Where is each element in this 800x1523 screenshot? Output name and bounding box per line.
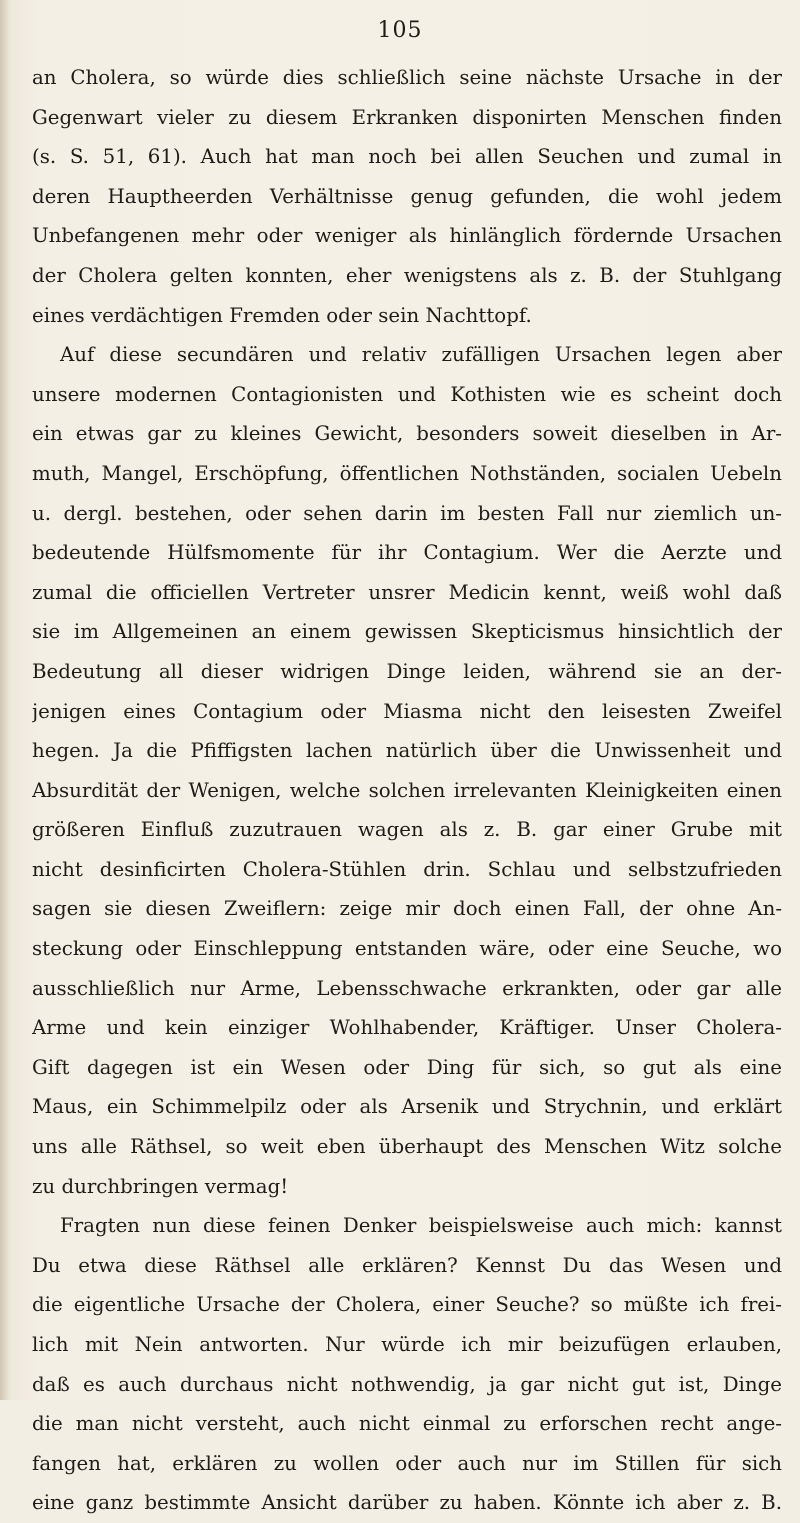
text-line: fangen hat, erklären zu wollen oder auch nur im Stillen für sich bbox=[32, 1451, 782, 1475]
text-line: ein etwas gar zu kleines Gewicht, besonders soweit dieselben in Ar- bbox=[32, 422, 782, 446]
text-line: Auf diese secundären und relativ zufälligen Ursachen legen aber bbox=[60, 343, 782, 367]
text-line: ausschließlich nur Arme, Lebensschwache erkrankten, oder gar alle bbox=[32, 976, 782, 1000]
text-line: zumal die officiellen Vertreter unsrer Medicin kennt, weiß wohl daß bbox=[32, 580, 782, 604]
text-line: sie im Allgemeinen an einem gewissen Skepticismus hinsichtlich der bbox=[32, 620, 782, 644]
body-text bbox=[32, 58, 782, 1523]
text-line: Gift dagegen ist ein Wesen oder Ding für sich, so gut als eine bbox=[32, 1055, 782, 1079]
text-line: Fragten nun diese feinen Denker beispielsweise auch mich: kannst bbox=[60, 1214, 782, 1238]
text-line: u. dergl. bestehen, oder sehen darin im besten Fall nur ziemlich un- bbox=[32, 501, 782, 525]
text-line: Du etwa diese Räthsel alle erklären? Kennst Du das Wesen und bbox=[32, 1253, 782, 1277]
text-line: Arme und kein einziger Wohlhabender, Kräftiger. Unser Cholera- bbox=[32, 1016, 782, 1040]
text-line: Bedeutung all dieser widrigen Dinge leiden, während sie an der- bbox=[32, 659, 782, 683]
text-line: Maus, ein Schimmelpilz oder als Arsenik und Strychnin, und erklärt bbox=[32, 1095, 782, 1119]
text-line: Gegenwart vieler zu diesem Erkranken disponirten Menschen finden bbox=[32, 105, 782, 129]
text-line: lich mit Nein antworten. Nur würde ich mir beizufügen erlauben, bbox=[32, 1333, 782, 1356]
text-line: zu durchbringen vermag! bbox=[32, 1174, 289, 1198]
text-line: die eigentliche Ursache der Cholera, einer Seuche? so müßte ich frei- bbox=[32, 1293, 782, 1317]
text-line: Absurdität der Wenigen, welche solchen irrelevanten Kleinigkeiten einen bbox=[32, 778, 782, 802]
page-gutter-shadow bbox=[0, 0, 10, 1400]
text-line: eines verdächtigen Fremden oder sein Nachttopf. bbox=[32, 303, 532, 327]
text-line: daß es auch durchaus nicht nothwendig, ja gar nicht gut ist, Dinge bbox=[32, 1372, 782, 1396]
text-line: an Cholera, so würde dies schließlich seine nächste Ursache in der bbox=[32, 66, 782, 89]
text-line: steckung oder Einschleppung entstanden wäre, oder eine Seuche, wo bbox=[32, 937, 782, 961]
text-line: die man nicht versteht, auch nicht einmal zu erforschen recht ange- bbox=[32, 1412, 782, 1436]
text-line: jenigen eines Contagium oder Miasma nicht den leisesten Zweifel bbox=[32, 699, 782, 723]
text-line: (s. S. 51, 61). Auch hat man noch bei allen Seuchen und zumal in bbox=[32, 145, 782, 169]
text-line: hegen. Ja die Pfiffigsten lachen natürlich über die Unwissenheit und bbox=[32, 739, 782, 763]
text-line: sagen sie diesen Zweiflern: zeige mir doch einen Fall, der ohne An- bbox=[32, 897, 782, 921]
text-line: Unbefangenen mehr oder weniger als hinlänglich förderndе Ursachen bbox=[32, 224, 782, 248]
text-line: deren Hauptheerden Verhältnisse genug gefunden, die wohl jedem bbox=[32, 184, 782, 208]
page-number: 105 bbox=[377, 18, 423, 43]
text-line: der Cholera gelten konnten, eher wenigstens als z. B. der Stuhlgang bbox=[32, 263, 782, 287]
text-line: größeren Einfluß zuzutrauen wagen als z. B. gar einer Grube mit bbox=[32, 818, 782, 842]
text-line: nicht desinficirten Cholera-Stühlen drin. Schlau und selbstzufrieden bbox=[32, 857, 782, 881]
text-line: bedeutende Hülfsmomente für ihr Contagium. Wer die Aerzte und bbox=[32, 541, 782, 565]
text-line: uns alle Räthsel, so weit eben überhaupt des Menschen Witz solche bbox=[32, 1135, 782, 1159]
text-line: muth, Mangel, Erschöpfung, öffentlichen Nothständen, socialen Uebeln bbox=[32, 461, 782, 485]
text-line: eine ganz bestimmte Ansicht darüber zu haben. Könnte ich aber z. B. bbox=[32, 1491, 782, 1515]
text-line: unsere modernen Contagionisten und Kothisten wie es scheint doch bbox=[32, 382, 782, 406]
